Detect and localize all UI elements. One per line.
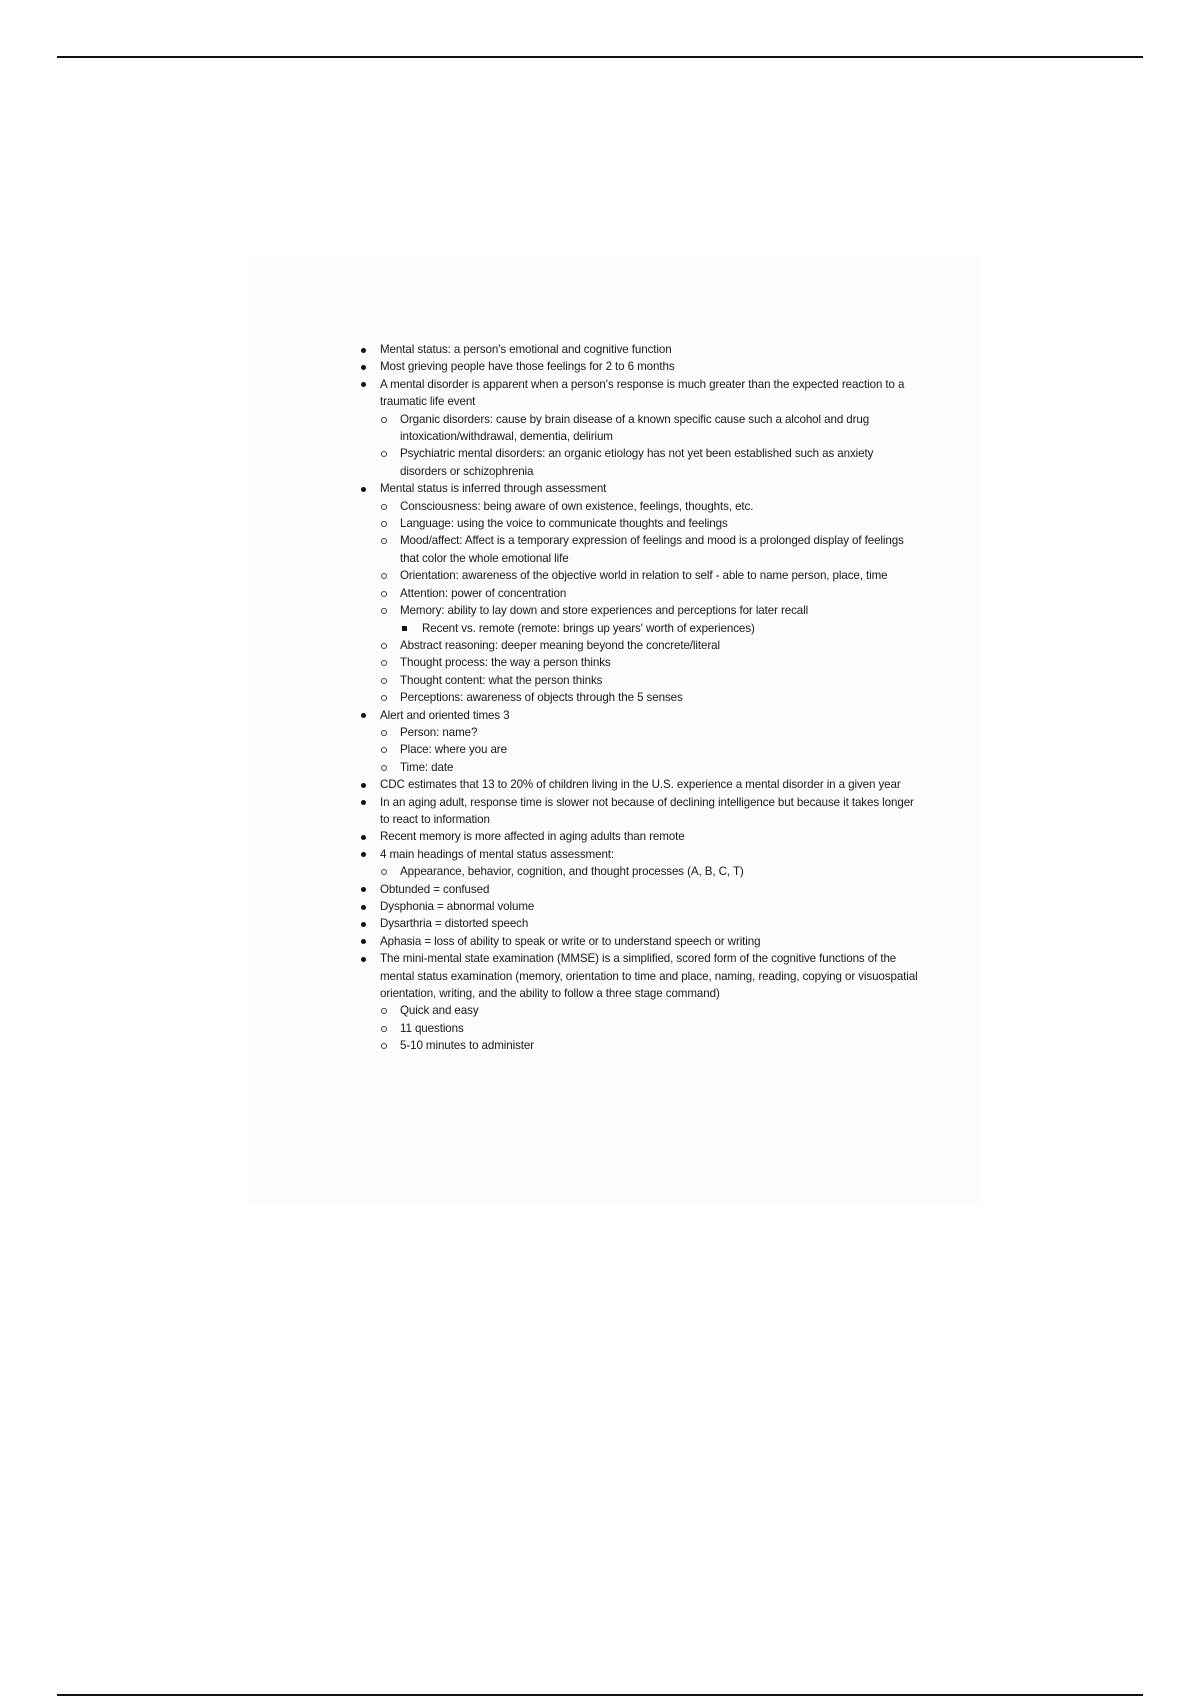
item-text: Consciousness: being aware of own existence, feelings, thoughts, etc. bbox=[400, 499, 754, 513]
list-item bbox=[360, 881, 920, 898]
bullet-circle-icon bbox=[381, 765, 387, 771]
list-item bbox=[360, 358, 920, 375]
item-text: Aphasia = loss of ability to speak or write or to understand speech or writing bbox=[380, 934, 761, 948]
item-text: Dysphonia = abnormal volume bbox=[380, 900, 535, 913]
bottom-rule bbox=[57, 1694, 1143, 1696]
nested-list bbox=[380, 498, 920, 707]
nested-list bbox=[380, 863, 920, 880]
bullet-circle-icon bbox=[381, 643, 387, 649]
bullet-circle-icon bbox=[381, 1026, 387, 1032]
bullet-circle-icon bbox=[381, 521, 387, 527]
sub-list-item bbox=[380, 863, 920, 880]
item-text: The mini-mental state examination (MMSE) is a simplified, scored form of the cognitive functions of the mental status examination (memory, orientation to time and place, naming, reading, copying or visuospatial orientation, writing, and the ability to follow a three stage command) bbox=[380, 952, 918, 1001]
item-text: Quick and easy bbox=[400, 1004, 479, 1018]
list-item bbox=[360, 376, 920, 480]
item-text: 5-10 minutes to administer bbox=[400, 1039, 535, 1053]
sub-list-item bbox=[380, 672, 920, 689]
bullet-circle-icon bbox=[381, 538, 387, 544]
bullet-dot-icon bbox=[361, 905, 366, 910]
bullet-square-icon bbox=[402, 626, 407, 631]
bullet-circle-icon bbox=[381, 747, 387, 753]
item-text: Memory: ability to lay down and store experiences and perceptions for later recall bbox=[400, 604, 809, 618]
sub-list-item bbox=[380, 724, 920, 741]
list-item bbox=[360, 828, 920, 845]
item-text: Abstract reasoning: deeper meaning beyond the concrete/literal bbox=[400, 638, 720, 652]
bullet-circle-icon bbox=[381, 608, 387, 614]
item-text: Time: date bbox=[400, 760, 454, 774]
bullet-dot-icon bbox=[361, 887, 366, 892]
bullet-dot-icon bbox=[361, 487, 366, 492]
list-item bbox=[360, 341, 920, 358]
sub-list-item bbox=[380, 585, 920, 602]
nested-list bbox=[380, 411, 920, 481]
item-text: A mental disorder is apparent when a person's response is much greater than the expected reaction to a traumatic life event bbox=[380, 377, 905, 409]
item-text: Appearance, behavior, cognition, and thought processes (A, B, C, T) bbox=[400, 865, 744, 879]
item-text: Thought process: the way a person thinks bbox=[400, 656, 611, 670]
sub-list-item bbox=[380, 1020, 920, 1037]
sub-list-item bbox=[380, 602, 920, 637]
sub-sub-list-item bbox=[400, 620, 920, 637]
item-text: Mental status is inferred through assessment bbox=[380, 482, 607, 496]
sub-list-item bbox=[380, 1037, 920, 1054]
item-text: Psychiatric mental disorders: an organic etiology has not yet been established such as anxiety disorders or schizophrenia bbox=[400, 447, 874, 478]
bullet-circle-icon bbox=[381, 504, 387, 510]
bullet-dot-icon bbox=[361, 783, 366, 788]
bullet-dot-icon bbox=[361, 852, 366, 857]
top-rule bbox=[57, 56, 1143, 58]
bullet-circle-icon bbox=[381, 730, 387, 736]
item-text: CDC estimates that 13 to 20% of children living in the U.S. experience a mental disorder in a given year bbox=[380, 778, 901, 792]
item-text: Recent memory is more affected in aging adults than remote bbox=[380, 830, 685, 844]
notes-body bbox=[360, 341, 920, 1055]
nested-list bbox=[400, 620, 920, 637]
list-item bbox=[360, 776, 920, 793]
sub-list-item bbox=[380, 498, 920, 515]
item-text: Orientation: awareness of the objective world in relation to self - able to name person, place, time bbox=[400, 569, 888, 583]
sub-list-item bbox=[380, 515, 920, 532]
item-text: Obtunded = confused bbox=[380, 882, 490, 896]
bullet-dot-icon bbox=[361, 800, 366, 805]
sub-list-item bbox=[380, 411, 920, 446]
bullet-dot-icon bbox=[361, 939, 366, 944]
bullet-list bbox=[360, 341, 920, 1055]
sub-list-item bbox=[380, 689, 920, 706]
item-text: Organic disorders: cause by brain disease of a known specific cause such a alcohol and drug intoxication/withdrawal, dementia, delirium bbox=[400, 412, 870, 444]
item-text: Most grieving people have those feelings for 2 to 6 months bbox=[380, 360, 675, 374]
bullet-circle-icon bbox=[381, 1008, 387, 1014]
bullet-dot-icon bbox=[361, 348, 366, 353]
sub-list-item bbox=[380, 741, 920, 758]
bullet-circle-icon bbox=[381, 869, 387, 875]
nested-list bbox=[380, 1002, 920, 1054]
list-item bbox=[360, 794, 920, 829]
item-text: Dysarthria = distorted speech bbox=[380, 917, 529, 931]
sub-list-item bbox=[380, 445, 920, 480]
item-text: Alert and oriented times 3 bbox=[380, 708, 510, 722]
item-text: Mental status: a person's emotional and cognitive function bbox=[380, 343, 672, 356]
sub-list-item bbox=[380, 759, 920, 776]
sub-list-item bbox=[380, 637, 920, 654]
bullet-circle-icon bbox=[381, 678, 387, 684]
item-text: Mood/affect: Affect is a temporary expression of feelings and mood is a prolonged display of feelings that color the whole emotional life bbox=[400, 534, 904, 565]
list-item bbox=[360, 898, 920, 915]
bullet-dot-icon bbox=[361, 835, 366, 840]
bullet-dot-icon bbox=[361, 922, 366, 927]
sub-list-item bbox=[380, 654, 920, 671]
list-item bbox=[360, 933, 920, 950]
sub-list-item bbox=[380, 532, 920, 567]
list-item bbox=[360, 480, 920, 706]
bullet-circle-icon bbox=[381, 660, 387, 666]
bullet-circle-icon bbox=[381, 591, 387, 597]
bullet-circle-icon bbox=[381, 573, 387, 579]
item-text: Language: using the voice to communicate thoughts and feelings bbox=[400, 517, 728, 531]
nested-list bbox=[380, 724, 920, 776]
item-text: Recent vs. remote (remote: brings up years' worth of experiences) bbox=[422, 621, 755, 635]
item-text: Person: name? bbox=[400, 725, 478, 739]
item-text: Place: where you are bbox=[400, 743, 507, 757]
item-text: In an aging adult, response time is slower not because of declining intelligence but because it takes longer to react to information bbox=[380, 795, 914, 826]
bullet-dot-icon bbox=[361, 957, 366, 962]
bullet-dot-icon bbox=[361, 365, 366, 370]
bullet-dot-icon bbox=[361, 713, 366, 718]
bullet-circle-icon bbox=[381, 1043, 387, 1049]
list-item bbox=[360, 915, 920, 932]
sub-list-item bbox=[380, 1002, 920, 1019]
bullet-circle-icon bbox=[381, 417, 387, 423]
sub-list-item bbox=[380, 567, 920, 584]
item-text: Thought content: what the person thinks bbox=[400, 673, 603, 687]
item-text: 11 questions bbox=[400, 1021, 464, 1035]
bullet-dot-icon bbox=[361, 382, 366, 387]
item-text: 4 main headings of mental status assessment: bbox=[380, 847, 615, 861]
list-item bbox=[360, 846, 920, 881]
item-text: Perceptions: awareness of objects through the 5 senses bbox=[400, 691, 683, 705]
item-text: Attention: power of concentration bbox=[400, 586, 567, 600]
list-item bbox=[360, 950, 920, 1054]
bullet-circle-icon bbox=[381, 695, 387, 701]
list-item bbox=[360, 707, 920, 777]
bullet-circle-icon bbox=[381, 451, 387, 457]
